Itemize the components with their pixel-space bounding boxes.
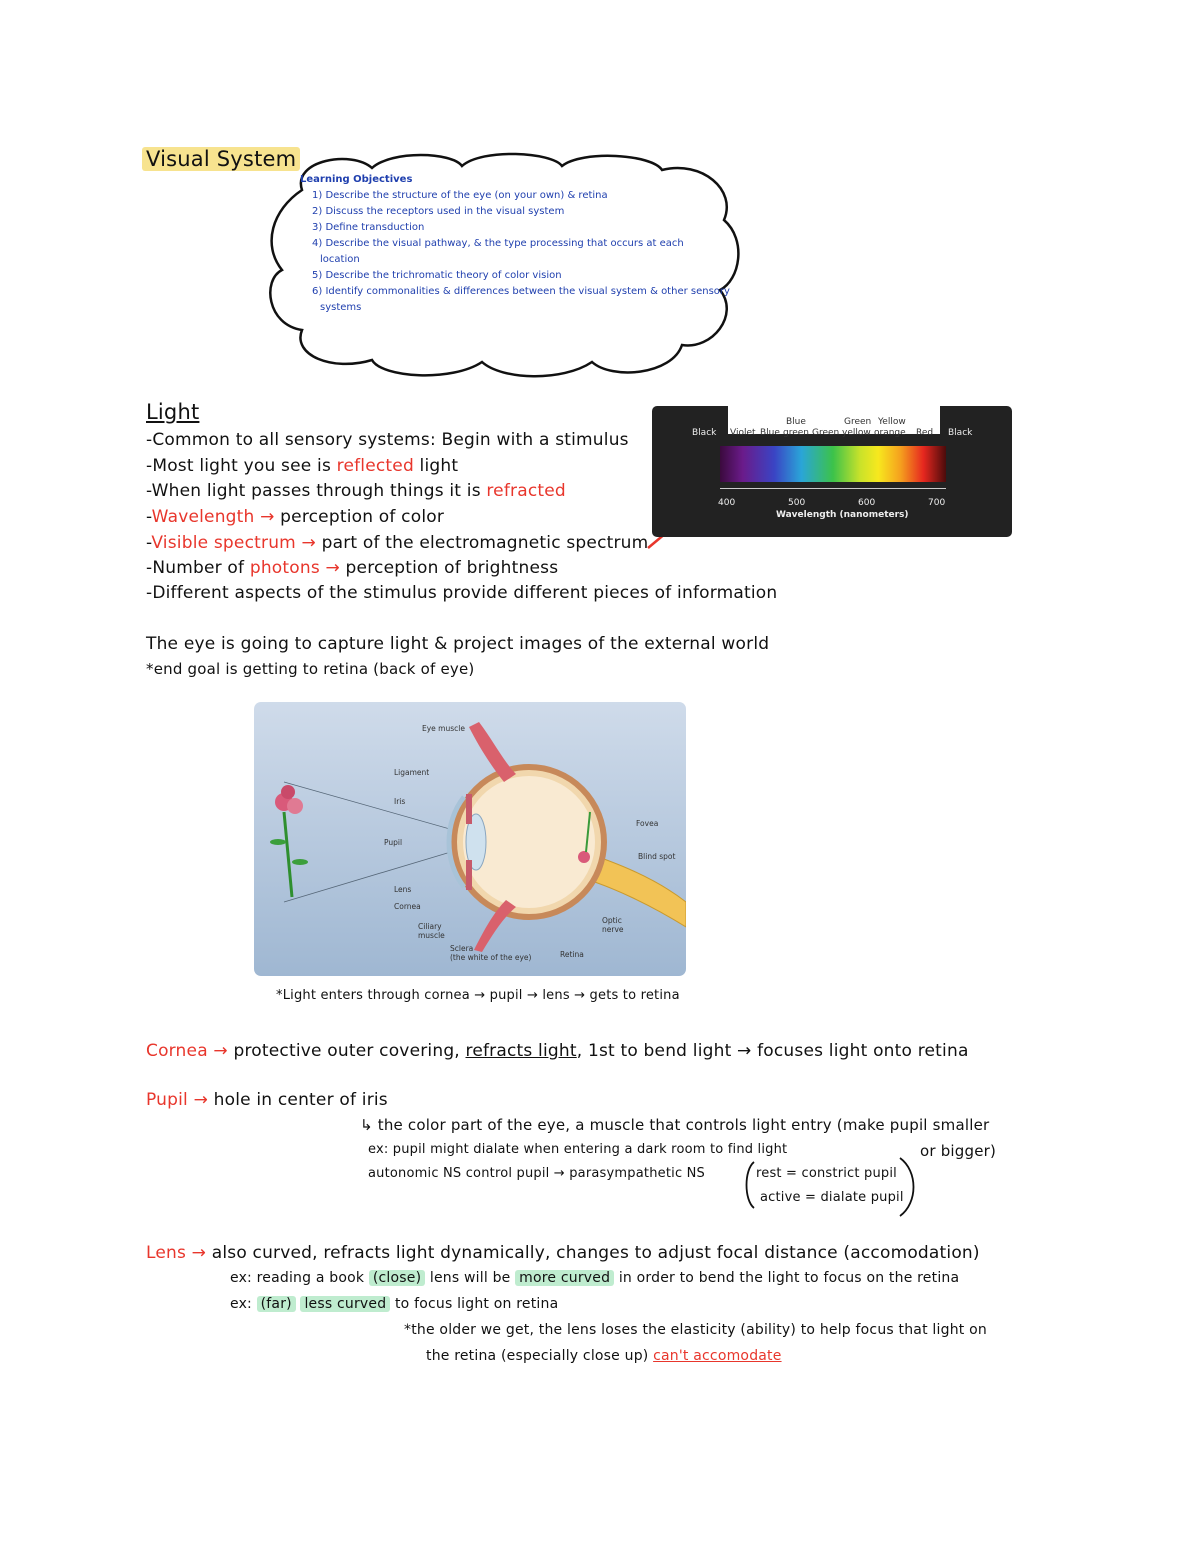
objective-item: location bbox=[320, 254, 360, 265]
eye-label-lens: Lens bbox=[394, 885, 412, 894]
spectrum-label: green bbox=[783, 428, 809, 438]
bracket-right-icon bbox=[898, 1156, 920, 1218]
light-line: -Most light you see is reflected light bbox=[146, 456, 459, 476]
lens-term: Lens → bbox=[146, 1243, 207, 1263]
eye-intro-line: The eye is going to capture light & project images of the external world bbox=[146, 634, 770, 654]
spectrum-axis bbox=[720, 488, 946, 489]
objectives-heading: Learning Objectives bbox=[300, 174, 413, 185]
lens-example-close: ex: reading a book (close) lens will be more curved in order to bend the light to focus on the retina bbox=[230, 1270, 960, 1286]
objective-item: 3) Define transduction bbox=[312, 222, 425, 233]
spectrum-label: Blue bbox=[786, 417, 806, 427]
pupil-rest: rest = constrict pupil bbox=[756, 1166, 897, 1181]
objectives-list bbox=[300, 172, 730, 316]
spectrum-tick: 500 bbox=[788, 498, 806, 508]
light-line: -When light passes through things it is refracted bbox=[146, 481, 566, 501]
spectrum-label: yellow bbox=[842, 428, 871, 438]
pupil-autonomic: autonomic NS control pupil → parasympathetic NS bbox=[368, 1166, 706, 1181]
spectrum-color-band bbox=[720, 446, 946, 482]
eye-intro-note: *end goal is getting to retina (back of eye) bbox=[146, 660, 475, 678]
eye-label-sclera: Sclera (the white of the eye) bbox=[450, 944, 532, 962]
spectrum-label: Blue bbox=[760, 428, 780, 438]
visible-spectrum-figure bbox=[652, 406, 1012, 537]
spectrum-tick: 700 bbox=[928, 498, 946, 508]
objective-item: 2) Discuss the receptors used in the visual system bbox=[312, 206, 565, 217]
eye-label-retina: Retina bbox=[560, 950, 584, 959]
eye-label-pupil: Pupil bbox=[384, 838, 403, 847]
lens-aging-note: *the older we get, the lens loses the elasticity (ability) to help focus that light on bbox=[404, 1322, 987, 1338]
pupil-active: active = dialate pupil bbox=[760, 1190, 904, 1205]
spectrum-tick: 400 bbox=[718, 498, 736, 508]
objective-item: 4) Describe the visual pathway, & the type processing that occurs at each bbox=[312, 238, 684, 249]
lens-example-far: ex: (far) less curved to focus light on retina bbox=[230, 1296, 559, 1312]
spectrum-axis-label: Wavelength (nanometers) bbox=[776, 510, 909, 520]
spectrum-label: Red bbox=[916, 428, 934, 438]
objective-item: 6) Identify commonalities & differences between the visual system & other sensory bbox=[312, 286, 730, 297]
eye-illustration bbox=[254, 702, 686, 976]
light-line: -Number of photons → perception of brightness bbox=[146, 558, 559, 578]
pupil-detail-cont: or bigger) bbox=[920, 1142, 997, 1160]
eye-label-iris: Iris bbox=[394, 797, 406, 806]
spectrum-label: orange bbox=[874, 428, 906, 438]
light-line: -Visible spectrum → part of the electromagnetic spectrum bbox=[146, 533, 649, 553]
page-title: Visual System bbox=[142, 147, 300, 171]
pupil-term: Pupil → bbox=[146, 1090, 209, 1110]
objective-item: 5) Describe the trichromatic theory of color vision bbox=[312, 270, 562, 281]
objective-item: 1) Describe the structure of the eye (on your own) & retina bbox=[312, 190, 608, 201]
bracket-left-icon bbox=[742, 1160, 756, 1210]
lens-definition: Lens → also curved, refracts light dynamically, changes to adjust focal distance (accomodation) bbox=[146, 1243, 980, 1263]
objective-item: systems bbox=[320, 302, 362, 313]
eye-label-ligament: Ligament bbox=[394, 768, 430, 777]
eye-label-ciliary-muscle: Ciliary muscle bbox=[418, 922, 445, 940]
pupil-example: ex: pupil might dialate when entering a dark room to find light bbox=[368, 1142, 788, 1157]
eye-label-cornea: Cornea bbox=[394, 902, 421, 911]
eye-anatomy-diagram bbox=[254, 702, 686, 976]
lens-aging-note-cont: the retina (especially close up) can't accomodate bbox=[426, 1348, 782, 1364]
cornea-definition: Cornea → protective outer covering, refracts light, 1st to bend light → focuses light onto retina bbox=[146, 1041, 969, 1061]
light-line: -Common to all sensory systems: Begin with a stimulus bbox=[146, 430, 629, 450]
eye-caption: *Light enters through cornea → pupil → lens → gets to retina bbox=[276, 988, 680, 1003]
spectrum-label: Green bbox=[812, 428, 840, 438]
eye-label-eye-muscle: Eye muscle bbox=[422, 724, 465, 733]
spectrum-label: Yellow bbox=[878, 417, 906, 427]
pupil-detail: ↳ the color part of the eye, a muscle that controls light entry (make pupil smaller bbox=[360, 1116, 990, 1134]
eye-label-optic-nerve: Optic nerve bbox=[602, 916, 624, 934]
spectrum-label: Violet bbox=[730, 428, 756, 438]
spectrum-tick: 600 bbox=[858, 498, 876, 508]
cornea-term: Cornea → bbox=[146, 1041, 228, 1061]
eye-label-fovea: Fovea bbox=[636, 819, 659, 828]
spectrum-label: Green bbox=[844, 417, 872, 427]
light-line: -Wavelength → perception of color bbox=[146, 507, 445, 527]
light-heading: Light bbox=[146, 400, 200, 424]
spectrum-label: Black bbox=[948, 428, 973, 438]
eye-label-blind-spot: Blind spot bbox=[638, 852, 676, 861]
pupil-definition: Pupil → hole in center of iris bbox=[146, 1090, 388, 1110]
light-line: -Different aspects of the stimulus provide different pieces of information bbox=[146, 583, 778, 603]
spectrum-label: Black bbox=[692, 428, 717, 438]
